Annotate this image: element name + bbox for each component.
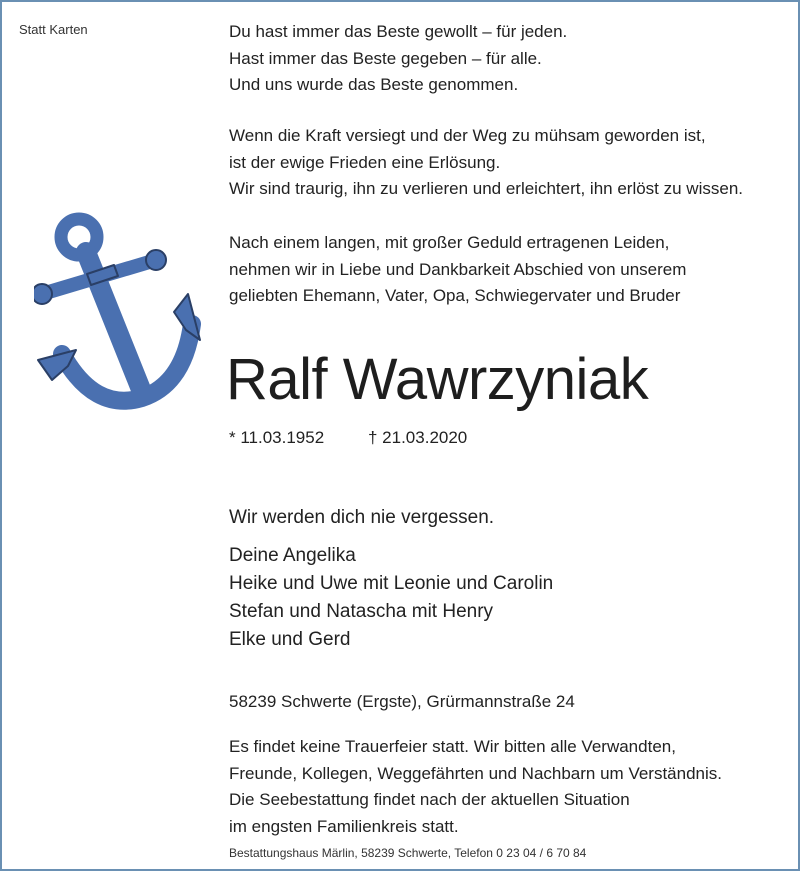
mourner-entry: Stefan und Natascha mit Henry	[229, 601, 494, 622]
notice1-line: Es findet keine Trauerfeier statt. Wir bitten alle Verwandten,	[229, 737, 676, 756]
anchor-stock-end-right	[146, 250, 166, 270]
intro-line: nehmen wir in Liebe und Dankbarkeit Abschied von unserem	[229, 259, 687, 279]
quote-block	[229, 19, 567, 99]
family-address: 58239 Schwerte (Ergste), Grürmannstraße 24	[229, 692, 575, 711]
anchor-stock-end-left	[34, 284, 52, 304]
quote2-line: Wenn die Kraft versiegt und der Weg zu mühsam geworden ist,	[229, 126, 706, 145]
intro-line: Nach einem langen, mit großer Geduld ertragenen Leiden,	[229, 233, 670, 252]
quote2-block	[229, 123, 743, 203]
quote-line: Du hast immer das Beste gewollt – für jeden.	[229, 22, 568, 41]
mourner-entry: Heike und Uwe mit Leonie und Carolin	[229, 573, 554, 594]
quote2-line: ist der ewige Frieden eine Erlösung.	[229, 152, 501, 172]
death-date: † 21.03.2020	[368, 428, 468, 447]
birth-date: * 11.03.1952	[229, 428, 325, 447]
intro-line: geliebten Ehemann, Vater, Opa, Schwiegervater und Bruder	[229, 286, 681, 305]
notice1-line: Freunde, Kollegen, Weggefährten und Nachbarn um Verständnis.	[229, 763, 722, 783]
farewell-line: Wir werden dich nie vergessen.	[229, 507, 495, 528]
intro-block	[229, 230, 686, 310]
statt-karten-label: Statt Karten	[19, 22, 88, 37]
anchor-icon	[34, 212, 204, 412]
deceased-name: Ralf Wawrzyniak	[226, 347, 649, 412]
notice-sea-burial	[229, 787, 630, 840]
mourner-entry: Elke und Gerd	[229, 629, 351, 650]
quote-line: Und uns wurde das Beste genommen.	[229, 75, 519, 94]
notice2-line: Die Seebestattung findet nach der aktuellen Situation	[229, 790, 630, 809]
quote-line: Hast immer das Beste gegeben – für alle.	[229, 48, 542, 68]
funeral-home-footer: Bestattungshaus Märlin, 58239 Schwerte, Telefon 0 23 04 / 6 70 84	[229, 846, 587, 860]
quote2-line: Wir sind traurig, ihn zu verlieren und erleichtert, ihn erlöst zu wissen.	[229, 179, 743, 198]
mourner-entry: Deine Angelika	[229, 545, 356, 566]
notice2-line: im engsten Familienkreis statt.	[229, 816, 459, 836]
mourners-list	[229, 542, 553, 654]
notice-no-ceremony	[229, 734, 722, 787]
